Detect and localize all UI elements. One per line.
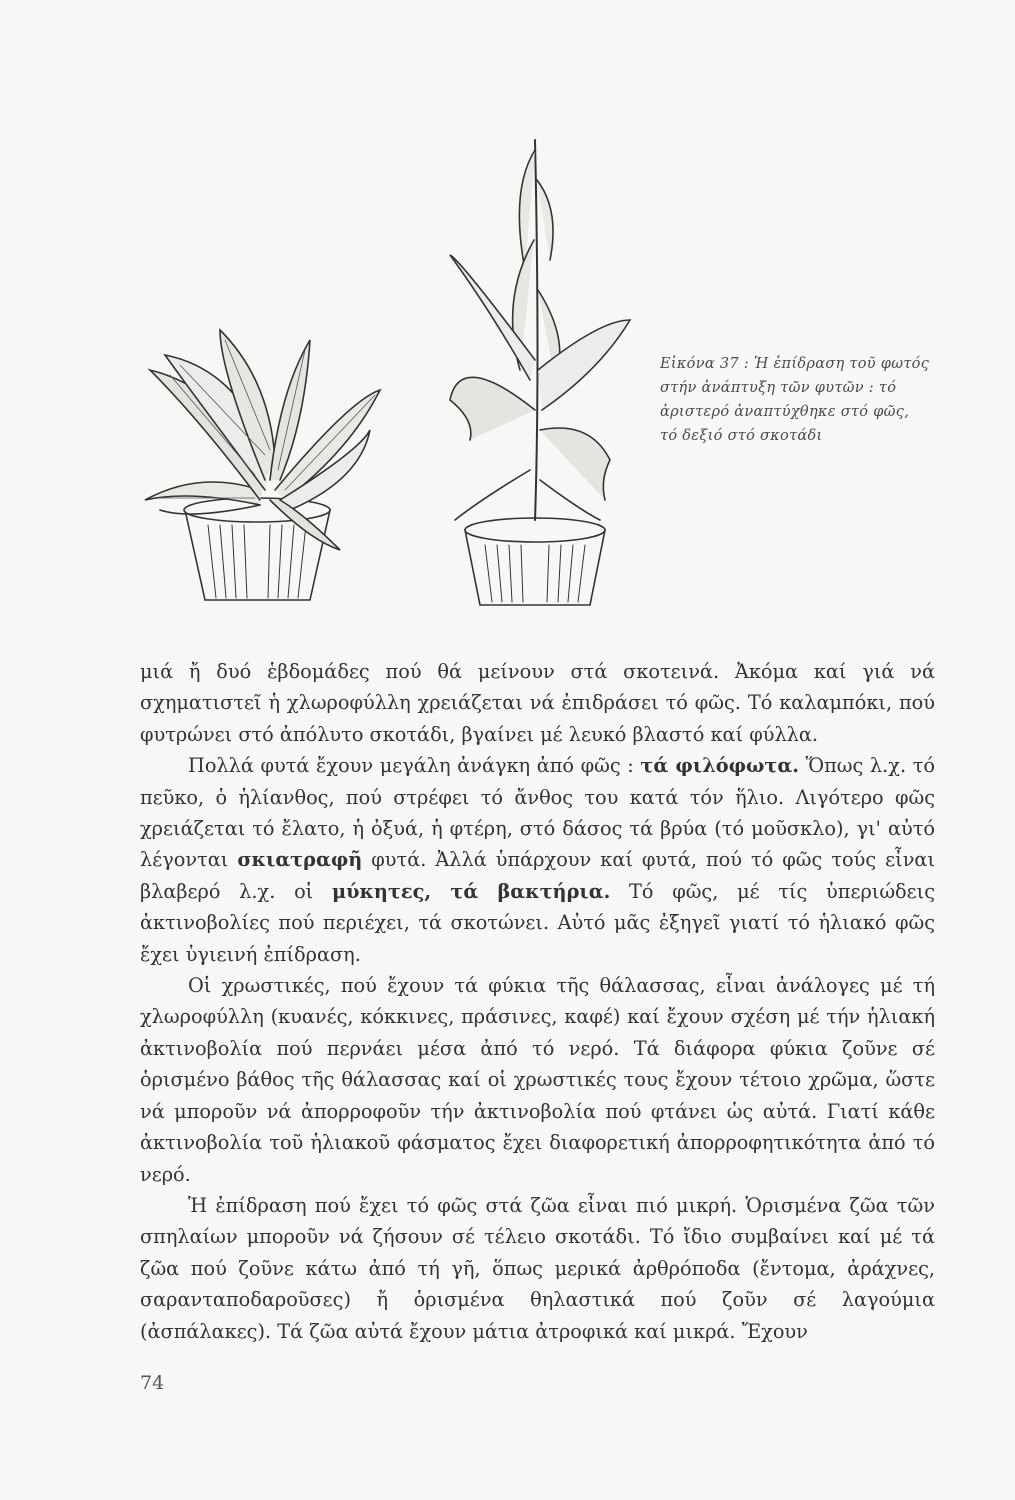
plants-illustration [130,120,640,620]
paragraph-4: Ἡ ἐπίδραση πού ἔχει τό φῶς στά ζῶα εἶναι πιό μικρή. Ὁρισμένα ζῶα τῶν σπηλαίων μποροῦν νά ζήσουν σέ τέλειο σκοτάδι. Τό ἴδιο συμβαίνει καί μέ τά ζῶα πού ζοῦνε κάτω ἀπό τή γῆ, ὅπως μερικά ἀρθρόποδα (ἔντομα, ἀράχνες, σαρανταποδαροῦσες) ἤ ὁρισμένα θηλαστικά πού ζοῦν σέ λαγούμια (ἀσπάλακες). Τά ζῶα αὐτά ἔχουν μάτια ἀτροφικά καί μικρά. Ἔχουν [140,1193,935,1343]
body-text [140,656,935,1347]
paragraph-3: Οἱ χρωστικές, πού ἔχουν τά φύκια τῆς θάλασσας, εἶναι ἀνάλογες μέ τή χλωροφύλλη (κυανές, κόκκινες, πράσινες, καφέ) καί ἔχουν σχέση μέ τήν ἡλιακή ἀκτινοβολία πού περνάει μέσα ἀπό τό νερό. Τά διάφορα φύκια ζοῦνε σέ ὁρισμένο βάθος τῆς θάλασσας καί οἱ χρωστικές τους ἔχουν τέτοιο χρῶμα, ὥστε νά μποροῦν νά ἀπορροφοῦν τήν ἀκτινοβολία πού φτάνει ὡς αὐτά. Γιατί κάθε ἀκτινοβολία τοῦ ἡλιακοῦ φάσματος ἔχει διαφορετική ἀπορροφητικότητα ἀπό τό νερό. [140,974,935,1186]
paragraph-2-part: Ὅπως λ.χ. τό πεῦκο, ὁ ἡλίανθος, πού στρέφει τό ἄνθος του κατά τόν ἥλιο. Λιγότερο φῶς χρειάζεται τό ἔλατο, ἡ ὀξυά, ἡ φτέρη, στό δάσος τά βρύα (τό μοῦσκλο), γι' αὐτό λέγονται [140,754,935,872]
paragraph-1: μιά ἤ δυό ἑβδομάδες πού θά μείνουν στά σκοτεινά. Ἀκόμα καί γιά νά σχηματιστεῖ ἡ χλωροφύλλη χρειάζεται νά ἐπιδράσει τό φῶς. Τό καλαμπόκι, πού φυτρώνει στό ἀπόλυτο σκοτάδι, βγαίνει μέ λευκό βλαστό καί φύλλα. [140,660,935,746]
paragraph-2 [140,750,935,970]
term-filofota: τά φιλόφωτα. [640,754,799,778]
paragraph-2-part: Τό φῶς, μέ τίς ὑπεριώδεις ἀκτινοβολίες πού περιέχει, τά σκοτώνει. Αὐτό μᾶς ἐξηγεῖ γιατί τό ἡλιακό φῶς ἔχει ὑγιεινή ἐπίδραση. [140,879,936,966]
page-number: 74 [140,1372,165,1394]
term-skiatrafi: σκιατραφῆ [237,848,363,872]
left-plant-in-light [145,330,380,600]
term-mykites-vaktiria: μύκητες, τά βακτήρια. [331,879,611,903]
right-plant-in-dark [450,140,630,605]
figure-caption: Εἰκόνα 37 : Ἡ ἐπίδραση τοῦ φωτός στήν ἀνάπτυξη τῶν φυτῶν : τό ἀριστερό ἀναπτύχθηκε στό φῶς, τό δεξιό στό σκοτάδι [660,356,930,444]
paragraph-2-part: Πολλά φυτά ἔχουν μεγάλη ἀνάγκη ἀπό φῶς : [188,754,641,778]
paragraph-2-part: φυτά. Ἀλλά ὑπάρχουν καί φυτά, πού τό φῶς τούς εἶναι βλαβερό λ.χ. οἱ [140,848,935,903]
